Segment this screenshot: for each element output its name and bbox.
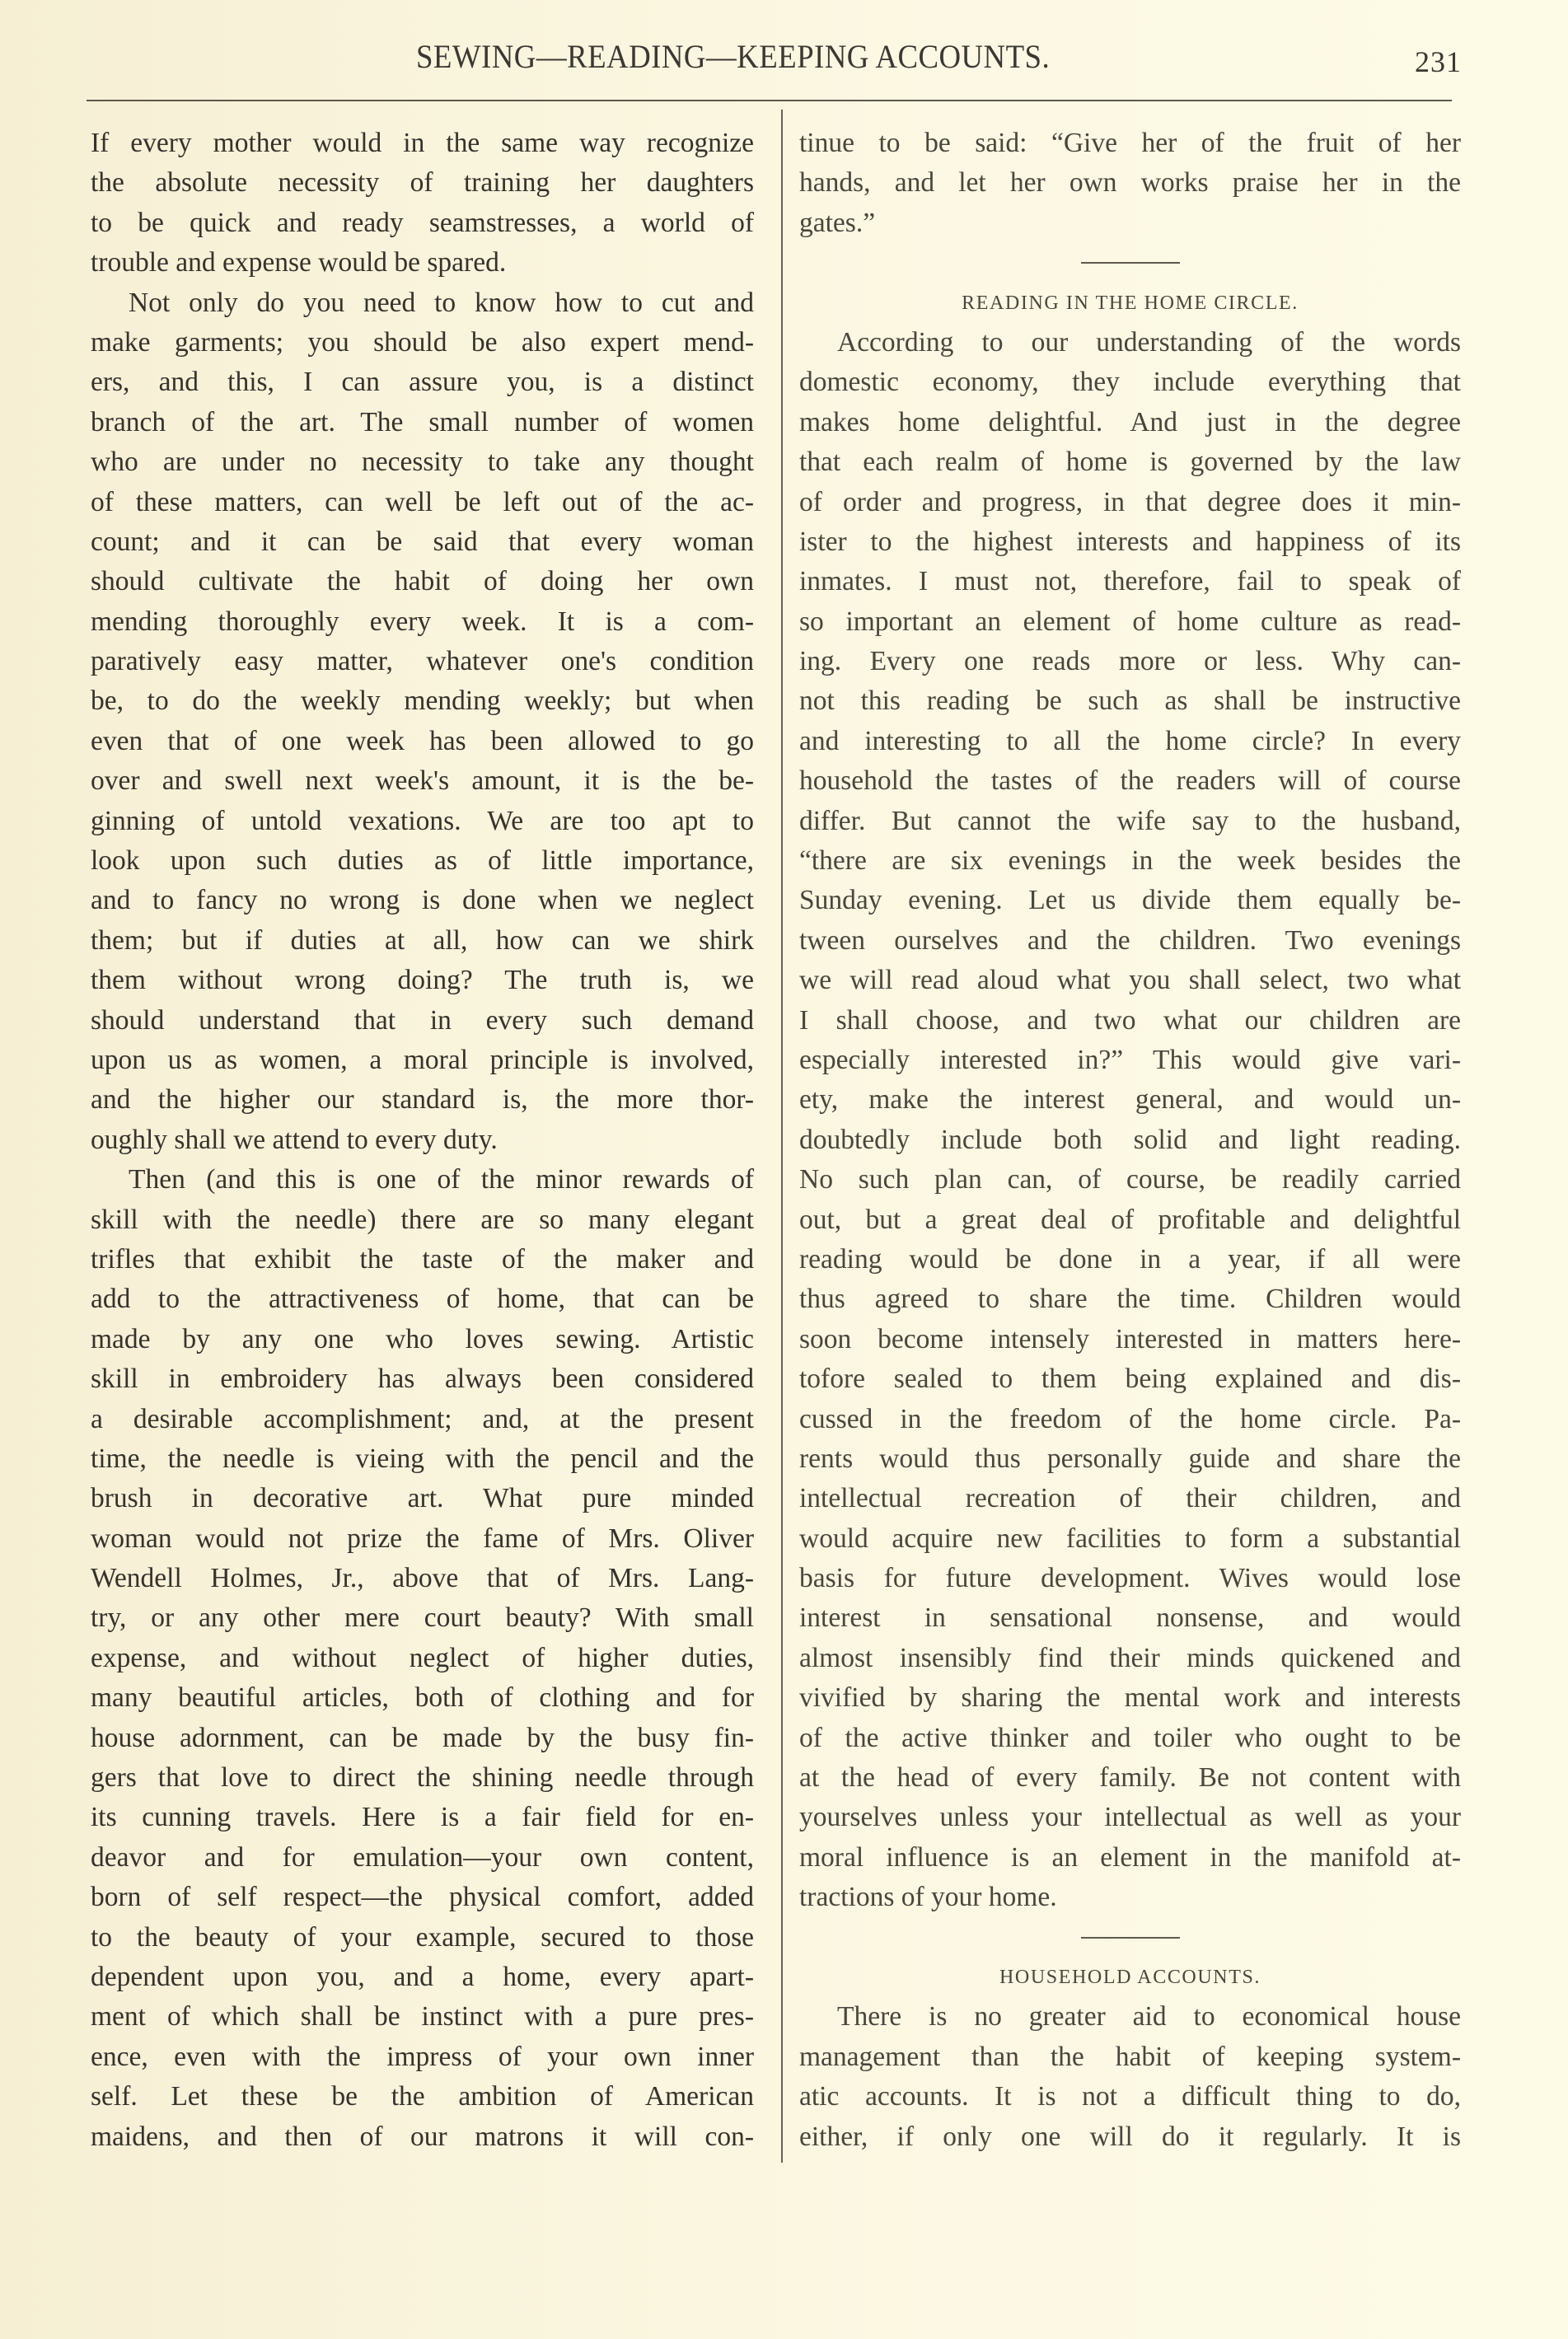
text-line: them without wrong doing? The truth is, we — [91, 965, 754, 996]
text-line: almost insensibly find their minds quickened and — [799, 1642, 1461, 1673]
text-line: either, if only one will do it regularly. It is — [799, 2121, 1461, 2152]
text-line: ginning of untold vexations. We are too apt to — [91, 805, 754, 836]
text-line: and to fancy no wrong is done when we neglect — [91, 885, 754, 916]
text-line: cussed in the freedom of the home circle. Pa- — [799, 1403, 1461, 1434]
text-line: household the tastes of the readers will of course — [799, 765, 1461, 797]
text-line: ing. Every one reads more or less. Why can- — [799, 646, 1461, 677]
text-line: moral influence is an element in the manifold at- — [799, 1841, 1461, 1873]
text-line: soon become intensely interested in matters here- — [799, 1323, 1461, 1354]
text-line: inmates. I must not, therefore, fail to speak of — [799, 566, 1461, 597]
text-line: If every mother would in the same way recognize — [91, 128, 754, 158]
text-line: of these matters, can well be left out of the ac- — [91, 486, 754, 517]
text-line: over and swell next week's amount, it is the be- — [91, 765, 754, 797]
text-line: basis for future development. Wives would lose — [799, 1563, 1461, 1594]
page-number: 231 — [1415, 45, 1462, 78]
text-line: so important an element of home culture as read- — [799, 606, 1461, 637]
text-line: “there are six evenings in the week besides the — [799, 845, 1461, 877]
text-line: rents would thus personally guide and share the — [799, 1443, 1461, 1474]
text-line: There is no greater aid to economical house — [837, 2001, 1461, 2033]
text-line: reading would be done in a year, if all were — [799, 1243, 1461, 1275]
text-line: Not only do you need to know how to cut and — [129, 287, 754, 318]
text-line: brush in decorative art. What pure minded — [91, 1483, 754, 1514]
text-line: not this reading be such as shall be instructive — [799, 685, 1461, 717]
header-rule — [87, 100, 1452, 101]
text-line: thus agreed to share the time. Children would — [799, 1284, 1461, 1315]
text-line: out, but a great deal of profitable and delightful — [799, 1204, 1461, 1235]
text-line: deavor and for emulation—your own content, — [91, 1841, 754, 1873]
text-line: vivified by sharing the mental work and interests — [799, 1682, 1461, 1714]
text-line: time, the needle is vieing with the pencil and the — [91, 1443, 754, 1474]
text-line: count; and it can be said that every woman — [91, 526, 754, 557]
right-column — [799, 124, 1461, 2157]
text-line: yourselves unless your intellectual as well as your — [799, 1802, 1461, 1833]
text-line: paratively easy matter, whatever one's condition — [91, 646, 754, 677]
text-line: hands, and let her own works praise her in the — [799, 167, 1461, 199]
text-line: Wendell Holmes, Jr., above that of Mrs. Lang- — [91, 1563, 754, 1594]
text-line: I shall choose, and two what our children are — [799, 1004, 1461, 1036]
text-line: intellectual recreation of their children, and — [799, 1483, 1461, 1514]
text-line: of the active thinker and toiler who ought to be — [799, 1722, 1461, 1753]
text-line: add to the attractiveness of home, that can be — [91, 1284, 754, 1315]
text-line: of order and progress, in that degree does it min- — [799, 486, 1461, 517]
text-line: atic accounts. It is not a difficult thing to do, — [799, 2081, 1461, 2112]
text-line: maidens, and then of our matrons it will con- — [91, 2121, 754, 2152]
text-line: the absolute necessity of training her daughters — [91, 167, 754, 199]
section-rule — [1081, 262, 1180, 264]
text-line: born of self respect—the physical comfort, added — [91, 1882, 754, 1913]
text-line: them; but if duties at all, how can we shirk — [91, 924, 754, 956]
section-rule — [1081, 1937, 1180, 1939]
text-line: self. Let these be the ambition of American — [91, 2081, 754, 2112]
text-line: domestic economy, they include everything that — [799, 367, 1461, 398]
text-line: its cunning travels. Here is a fair field for en- — [91, 1802, 754, 1833]
section-heading: READING IN THE HOME CIRCLE. — [962, 292, 1299, 314]
text-line: skill with the needle) there are so many elegant — [91, 1204, 754, 1235]
text-line: who are under no necessity to take any thought — [91, 447, 754, 478]
text-line: gates.” — [799, 207, 876, 238]
text-line: tween ourselves and the children. Two evenings — [799, 924, 1461, 956]
text-line: especially interested in?” This would give vari- — [799, 1044, 1461, 1075]
text-line: would acquire new facilities to form a substantial — [799, 1523, 1461, 1554]
text-line: ence, even with the impress of your own inner — [91, 2041, 754, 2072]
text-line: skill in embroidery has always been considered — [91, 1364, 754, 1395]
column-divider — [781, 110, 783, 2163]
text-line: woman would not prize the fame of Mrs. Oliver — [91, 1523, 754, 1554]
text-line: ety, make the interest general, and would un- — [799, 1084, 1461, 1116]
text-line: interest in sensational nonsense, and would — [799, 1602, 1461, 1634]
text-line: should understand that in every such demand — [91, 1004, 754, 1036]
text-line: make garments; you should be also expert mend- — [91, 326, 754, 358]
text-line: tofore sealed to them being explained and dis- — [799, 1364, 1461, 1395]
text-line: trouble and expense would be spared. — [91, 247, 507, 278]
text-line: trifles that exhibit the taste of the maker and — [91, 1243, 754, 1275]
text-line: oughly shall we attend to every duty. — [91, 1124, 498, 1155]
text-line: made by any one who loves sewing. Artistic — [91, 1323, 754, 1354]
text-line: a desirable accomplishment; and, at the present — [91, 1403, 754, 1434]
text-line: Sunday evening. Let us divide them equally be- — [799, 885, 1461, 916]
text-line: ers, and this, I can assure you, is a distinct — [91, 367, 754, 398]
text-line: and interesting to all the home circle? In every — [799, 725, 1461, 756]
text-line: at the head of every family. Be not content with — [799, 1762, 1461, 1794]
text-line: dependent upon you, and a home, every apart- — [91, 1961, 754, 1992]
running-title: SEWING—READING—KEEPING ACCOUNTS. — [416, 38, 1051, 75]
section-rule-wrap — [799, 1918, 1461, 1958]
text-line: tinue to be said: “Give her of the fruit of her — [799, 128, 1461, 158]
section-rule-wrap — [799, 243, 1461, 283]
left-column — [91, 124, 754, 2157]
text-line: many beautiful articles, both of clothing and for — [91, 1682, 754, 1714]
text-line: even that of one week has been allowed to go — [91, 725, 754, 756]
text-line: look upon such duties as of little importance, — [91, 845, 754, 877]
text-line: differ. But cannot the wife say to the husband, — [799, 805, 1461, 836]
text-line: expense, and without neglect of higher duties, — [91, 1642, 754, 1673]
text-line: should cultivate the habit of doing her own — [91, 566, 754, 597]
text-line: ister to the highest interests and happiness of its — [799, 526, 1461, 557]
text-line: be, to do the weekly mending weekly; but when — [91, 685, 754, 717]
text-line: house adornment, can be made by the busy fin- — [91, 1722, 754, 1753]
text-line: try, or any other mere court beauty? With small — [91, 1602, 754, 1634]
text-line: to the beauty of your example, secured to those — [91, 1921, 754, 1953]
text-line: upon us as women, a moral principle is involved, — [91, 1044, 754, 1075]
text-line: we will read aloud what you shall select, two what — [799, 965, 1461, 996]
text-line: tractions of your home. — [799, 1882, 1057, 1913]
text-line: makes home delightful. And just in the degree — [799, 406, 1461, 437]
text-line: and the higher our standard is, the more thor- — [91, 1084, 754, 1116]
text-line: gers that love to direct the shining needle through — [91, 1762, 754, 1794]
text-line: ment of which shall be instinct with a pure pres- — [91, 2001, 754, 2033]
running-head — [0, 36, 1568, 77]
section-heading: HOUSEHOLD ACCOUNTS. — [999, 1966, 1261, 1988]
text-line: that each realm of home is governed by the law — [799, 447, 1461, 478]
text-line: According to our understanding of the words — [837, 326, 1461, 358]
text-line: No such plan can, of course, be readily carried — [799, 1164, 1461, 1195]
text-line: management than the habit of keeping system- — [799, 2041, 1461, 2072]
text-line: Then (and this is one of the minor rewards of — [129, 1164, 754, 1195]
text-line: mending thoroughly every week. It is a com- — [91, 606, 754, 637]
text-line: branch of the art. The small number of women — [91, 406, 754, 437]
text-line: to be quick and ready seamstresses, a world of — [91, 207, 754, 238]
text-line: doubtedly include both solid and light reading. — [799, 1124, 1461, 1155]
